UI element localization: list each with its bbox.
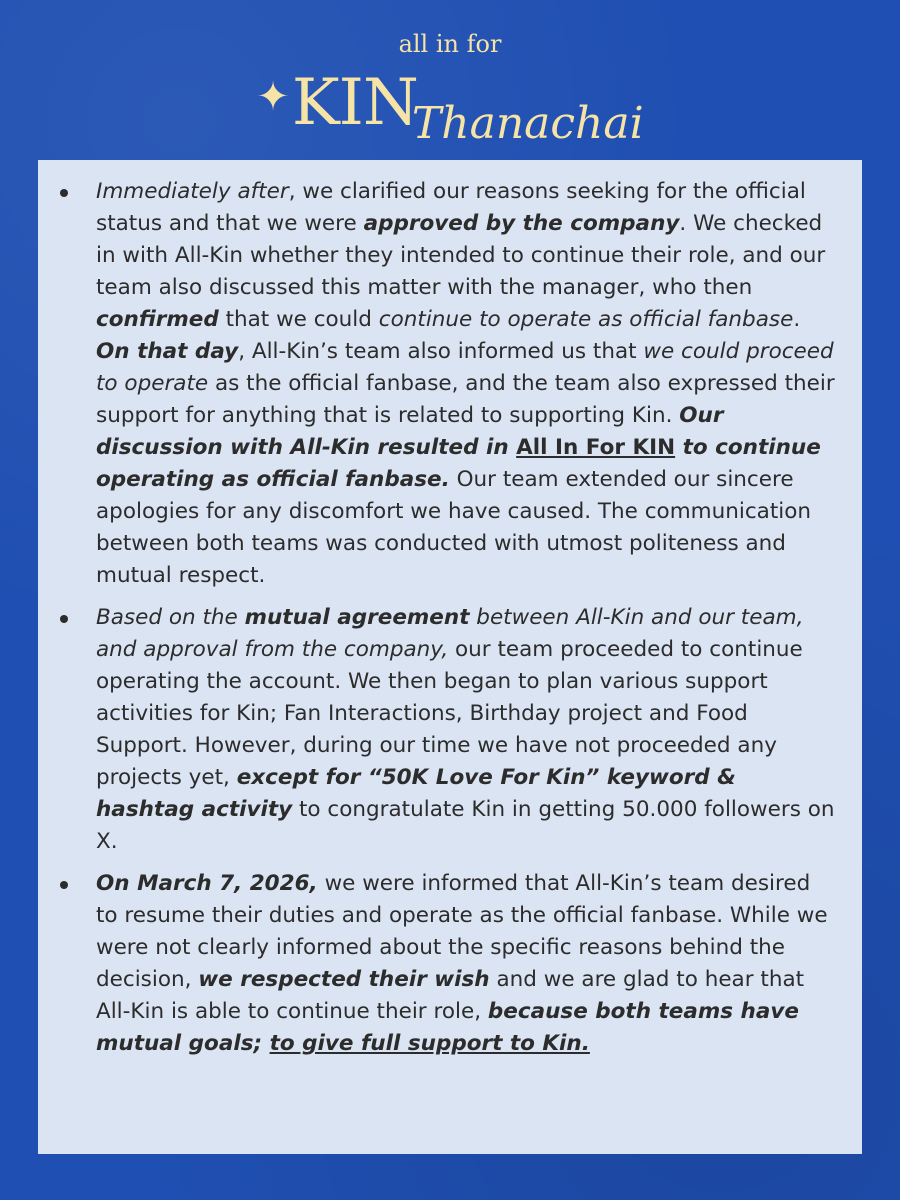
text-segment: , we clarified our reasons seeking for the official status and that we were xyxy=(96,179,806,236)
text-segment: our team proceeded to continue operating the account. We then began to plan various support activities for Kin; Fan Interactions, Birthday project and Food Support. However, during our time we have not proceeded any projects yet, xyxy=(96,637,803,790)
bullet-item xyxy=(96,868,836,1060)
logo-surname: Thanachai xyxy=(411,98,644,149)
text-segment: , All-Kin’s team also informed us that xyxy=(238,339,644,364)
text-segment: continue to operate as official fanbase xyxy=(378,307,794,332)
text-segment: Immediately after xyxy=(96,179,289,204)
text-segment: Based on the xyxy=(96,605,245,630)
text-segment: because both teams have mutual goals; xyxy=(96,999,799,1056)
sparkle-icon: ✦ xyxy=(256,74,290,120)
text-segment: we were informed that All-Kin’s team desired to resume their duties and operate as the official fanbase. While we were not clearly informed about the specific reasons behind the decision, xyxy=(96,871,828,992)
bullet-item xyxy=(96,176,836,592)
text-segment: to congratulate Kin in getting 50.000 followers on X. xyxy=(96,797,835,854)
text-segment: and we are glad to hear that All-Kin is able to continue their role, xyxy=(96,967,805,1024)
text-segment: to give full support to Kin. xyxy=(269,1031,590,1056)
text-segment: between All-Kin and our team, and approval from the company, xyxy=(96,605,804,662)
bullet-item xyxy=(96,602,836,858)
text-segment: All In For KIN xyxy=(516,435,676,460)
text-segment: . We checked in with All-Kin whether they intended to continue their role, and our team also discussed this matter with the manager, who then xyxy=(96,211,826,300)
bullet-dot-icon xyxy=(60,189,68,197)
text-segment: confirmed xyxy=(96,307,219,332)
statement-card xyxy=(38,160,862,1154)
text-segment: except for “50K Love For Kin” keyword & hashtag activity xyxy=(96,765,736,822)
text-segment: Our team extended our sincere apologies for any discomfort we have caused. The communication between both teams was conducted with utmost politeness and mutual respect. xyxy=(96,467,812,588)
text-segment: On that day xyxy=(96,339,239,364)
logo xyxy=(0,66,900,149)
bullet-dot-icon xyxy=(60,881,68,889)
bullet-list xyxy=(96,176,836,1060)
text-segment: to continue operating as official fanbase. xyxy=(96,435,821,492)
text-segment: we could proceed to operate xyxy=(96,339,834,396)
header xyxy=(0,0,900,160)
logo-name: KIN xyxy=(291,66,418,140)
text-segment: that we could xyxy=(218,307,379,332)
text-segment: Our discussion with All-Kin resulted in xyxy=(96,403,724,460)
text-segment: we respected their wish xyxy=(198,967,490,992)
text-segment: mutual agreement xyxy=(244,605,470,630)
text-segment: as the official fanbase, and the team also expressed their support for anything that is related to supporting Kin. xyxy=(96,371,835,428)
logo-tagline: all in for xyxy=(398,30,502,58)
bullet-dot-icon xyxy=(60,615,68,623)
text-segment: On March 7, 2026, xyxy=(96,871,318,896)
text-segment: . xyxy=(793,307,801,332)
text-segment: approved by the company xyxy=(363,211,680,236)
